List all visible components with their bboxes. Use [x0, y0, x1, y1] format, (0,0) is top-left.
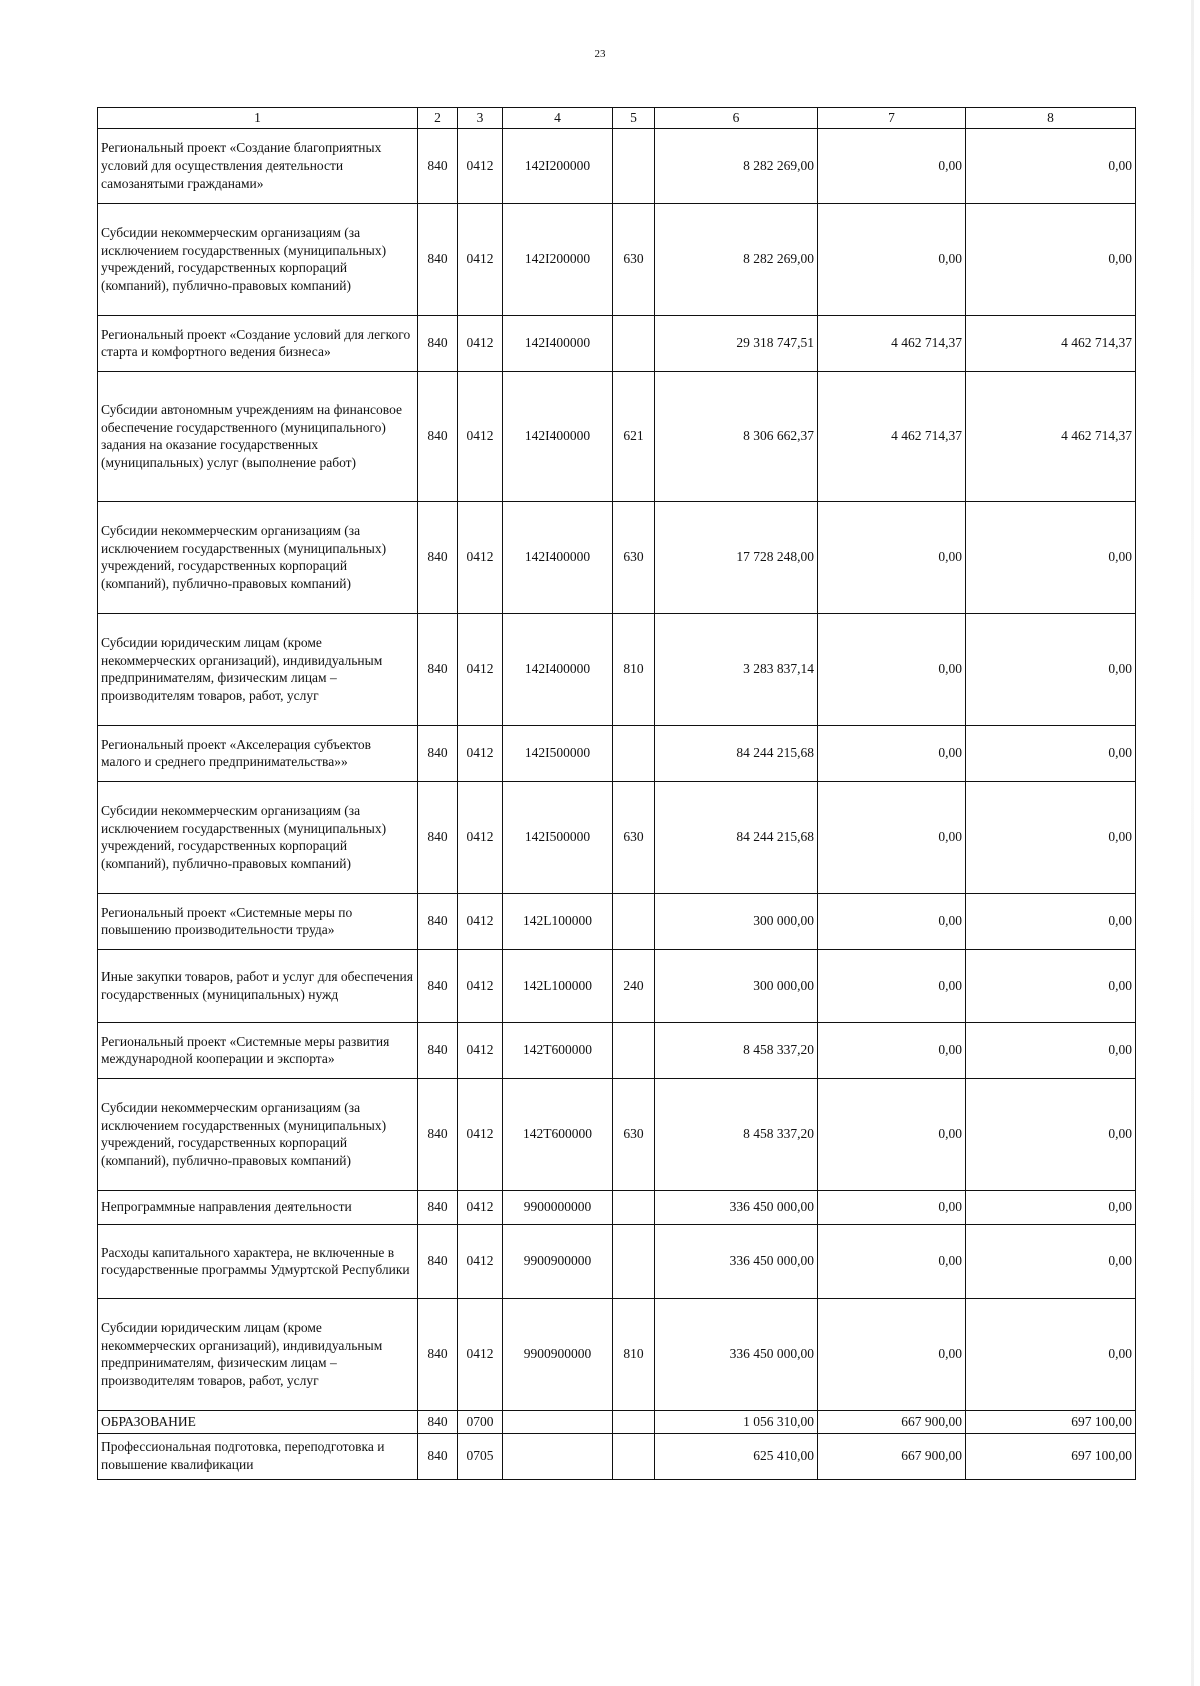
row-name: Региональный проект «Создание условий для легкого старта и комфортного ведения бизнеса» — [98, 315, 418, 371]
row-sum-1: 8 458 337,20 — [655, 1078, 818, 1190]
row-vid — [613, 1433, 655, 1479]
column-header-8: 8 — [966, 108, 1136, 129]
row-sum-3: 0,00 — [966, 893, 1136, 949]
row-name: Субсидии автономным учреждениям на финансовое обеспечение государственного (муниципального) задания на оказание государственных (муниципальных) услуг (выполнение работ) — [98, 371, 418, 501]
table-row — [98, 1298, 1136, 1410]
row-target — [503, 1410, 613, 1433]
row-sum-3: 0,00 — [966, 1022, 1136, 1078]
row-name: Региональный проект «Системные меры развития международной кооперации и экспорта» — [98, 1022, 418, 1078]
row-glava: 840 — [418, 128, 458, 203]
row-target: 142I500000 — [503, 781, 613, 893]
row-name: Региональный проект «Создание благоприятных условий для осуществления деятельности самозанятыми гражданами» — [98, 128, 418, 203]
row-target: 142I200000 — [503, 203, 613, 315]
row-sum-3: 0,00 — [966, 1190, 1136, 1224]
row-vid: 630 — [613, 781, 655, 893]
row-target: 142I400000 — [503, 315, 613, 371]
budget-table — [97, 107, 1136, 1480]
row-target — [503, 1433, 613, 1479]
row-sum-3: 0,00 — [966, 1298, 1136, 1410]
row-vid — [613, 315, 655, 371]
row-name: Региональный проект «Системные меры по повышению производительности труда» — [98, 893, 418, 949]
column-header-1: 1 — [98, 108, 418, 129]
table-row — [98, 613, 1136, 725]
row-name: Непрограммные направления деятельности — [98, 1190, 418, 1224]
table-row — [98, 1410, 1136, 1433]
row-vid: 630 — [613, 501, 655, 613]
row-razdel: 0412 — [458, 893, 503, 949]
row-razdel: 0700 — [458, 1410, 503, 1433]
page-number: 23 — [594, 48, 606, 60]
row-vid — [613, 1190, 655, 1224]
row-glava: 840 — [418, 1224, 458, 1298]
row-glava: 840 — [418, 1190, 458, 1224]
row-sum-2: 0,00 — [818, 781, 966, 893]
row-vid: 630 — [613, 1078, 655, 1190]
row-sum-3: 697 100,00 — [966, 1410, 1136, 1433]
row-name: Субсидии юридическим лицам (кроме некоммерческих организаций), индивидуальным предпринимателям, физическим лицам – производителям товаров, работ, услуг — [98, 1298, 418, 1410]
row-sum-1: 336 450 000,00 — [655, 1224, 818, 1298]
row-target: 142I400000 — [503, 501, 613, 613]
row-sum-3: 0,00 — [966, 128, 1136, 203]
row-vid — [613, 893, 655, 949]
column-header-2: 2 — [418, 108, 458, 129]
row-sum-1: 17 728 248,00 — [655, 501, 818, 613]
table-row — [98, 1433, 1136, 1479]
row-target: 142T600000 — [503, 1022, 613, 1078]
column-header-7: 7 — [818, 108, 966, 129]
column-header-4: 4 — [503, 108, 613, 129]
row-glava: 840 — [418, 1078, 458, 1190]
row-name: Субсидии некоммерческим организациям (за исключением государственных (муниципальных) учреждений, государственных корпораций (компаний), публично-правовых компаний) — [98, 501, 418, 613]
row-glava: 840 — [418, 893, 458, 949]
row-sum-3: 0,00 — [966, 1078, 1136, 1190]
row-glava: 840 — [418, 613, 458, 725]
row-sum-2: 0,00 — [818, 203, 966, 315]
row-sum-1: 3 283 837,14 — [655, 613, 818, 725]
row-sum-3: 0,00 — [966, 613, 1136, 725]
row-name: Иные закупки товаров, работ и услуг для обеспечения государственных (муниципальных) нужд — [98, 949, 418, 1022]
row-razdel: 0412 — [458, 128, 503, 203]
row-sum-2: 667 900,00 — [818, 1410, 966, 1433]
row-razdel: 0412 — [458, 781, 503, 893]
row-glava: 840 — [418, 1410, 458, 1433]
row-target: 142I400000 — [503, 613, 613, 725]
row-razdel: 0412 — [458, 203, 503, 315]
table-row — [98, 1022, 1136, 1078]
row-name: Субсидии некоммерческим организациям (за исключением государственных (муниципальных) учреждений, государственных корпораций (компаний), публично-правовых компаний) — [98, 1078, 418, 1190]
column-header-6: 6 — [655, 108, 818, 129]
row-vid: 240 — [613, 949, 655, 1022]
row-sum-3: 0,00 — [966, 203, 1136, 315]
row-sum-1: 84 244 215,68 — [655, 781, 818, 893]
row-sum-1: 8 458 337,20 — [655, 1022, 818, 1078]
row-sum-1: 8 306 662,37 — [655, 371, 818, 501]
row-sum-3: 0,00 — [966, 949, 1136, 1022]
row-sum-2: 0,00 — [818, 1022, 966, 1078]
row-razdel: 0412 — [458, 1224, 503, 1298]
row-razdel: 0412 — [458, 1078, 503, 1190]
row-razdel: 0412 — [458, 1298, 503, 1410]
row-name: Профессиональная подготовка, переподготовка и повышение квалификации — [98, 1433, 418, 1479]
row-razdel: 0412 — [458, 613, 503, 725]
table-row — [98, 1078, 1136, 1190]
row-sum-1: 625 410,00 — [655, 1433, 818, 1479]
row-sum-1: 8 282 269,00 — [655, 128, 818, 203]
table-row — [98, 1224, 1136, 1298]
row-razdel: 0412 — [458, 1190, 503, 1224]
table-row — [98, 781, 1136, 893]
row-razdel: 0412 — [458, 1022, 503, 1078]
row-target: 142I400000 — [503, 371, 613, 501]
table-row — [98, 949, 1136, 1022]
row-glava: 840 — [418, 949, 458, 1022]
row-vid — [613, 1224, 655, 1298]
row-sum-3: 0,00 — [966, 501, 1136, 613]
row-name: Субсидии некоммерческим организациям (за исключением государственных (муниципальных) учреждений, государственных корпораций (компаний), публично-правовых компаний) — [98, 203, 418, 315]
table-header-row — [98, 108, 1136, 129]
table-row — [98, 725, 1136, 781]
scan-edge-mark — [1191, 0, 1194, 1686]
row-glava: 840 — [418, 1298, 458, 1410]
row-sum-2: 0,00 — [818, 1298, 966, 1410]
row-sum-3: 0,00 — [966, 725, 1136, 781]
row-sum-1: 8 282 269,00 — [655, 203, 818, 315]
row-glava: 840 — [418, 1022, 458, 1078]
row-glava: 840 — [418, 371, 458, 501]
row-glava: 840 — [418, 315, 458, 371]
row-sum-2: 4 462 714,37 — [818, 315, 966, 371]
row-sum-3: 4 462 714,37 — [966, 371, 1136, 501]
table-row — [98, 371, 1136, 501]
row-razdel: 0412 — [458, 371, 503, 501]
row-sum-1: 29 318 747,51 — [655, 315, 818, 371]
row-sum-2: 4 462 714,37 — [818, 371, 966, 501]
row-glava: 840 — [418, 725, 458, 781]
row-target: 142I200000 — [503, 128, 613, 203]
row-sum-2: 0,00 — [818, 725, 966, 781]
column-header-5: 5 — [613, 108, 655, 129]
row-target: 9900900000 — [503, 1224, 613, 1298]
table-row — [98, 501, 1136, 613]
row-sum-2: 0,00 — [818, 1224, 966, 1298]
row-vid — [613, 725, 655, 781]
row-vid: 810 — [613, 613, 655, 725]
row-name: Расходы капитального характера, не включенные в государственные программы Удмуртской Республики — [98, 1224, 418, 1298]
table-row — [98, 203, 1136, 315]
table-row — [98, 315, 1136, 371]
row-target: 9900000000 — [503, 1190, 613, 1224]
row-sum-1: 84 244 215,68 — [655, 725, 818, 781]
table-row — [98, 893, 1136, 949]
row-sum-2: 0,00 — [818, 949, 966, 1022]
row-vid: 810 — [613, 1298, 655, 1410]
row-sum-3: 697 100,00 — [966, 1433, 1136, 1479]
row-glava: 840 — [418, 203, 458, 315]
row-sum-1: 300 000,00 — [655, 893, 818, 949]
column-header-3: 3 — [458, 108, 503, 129]
row-sum-1: 300 000,00 — [655, 949, 818, 1022]
row-target: 142L100000 — [503, 893, 613, 949]
row-razdel: 0412 — [458, 315, 503, 371]
row-sum-2: 0,00 — [818, 893, 966, 949]
row-sum-3: 0,00 — [966, 781, 1136, 893]
row-razdel: 0705 — [458, 1433, 503, 1479]
row-sum-2: 0,00 — [818, 128, 966, 203]
row-sum-1: 336 450 000,00 — [655, 1298, 818, 1410]
row-name: Субсидии некоммерческим организациям (за исключением государственных (муниципальных) учреждений, государственных корпораций (компаний), публично-правовых компаний) — [98, 781, 418, 893]
row-glava: 840 — [418, 781, 458, 893]
row-name: Субсидии юридическим лицам (кроме некоммерческих организаций), индивидуальным предпринимателям, физическим лицам – производителям товаров, работ, услуг — [98, 613, 418, 725]
row-razdel: 0412 — [458, 949, 503, 1022]
row-vid — [613, 1410, 655, 1433]
row-name: ОБРАЗОВАНИЕ — [98, 1410, 418, 1433]
row-sum-3: 0,00 — [966, 1224, 1136, 1298]
table-row — [98, 1190, 1136, 1224]
row-target: 9900900000 — [503, 1298, 613, 1410]
row-target: 142T600000 — [503, 1078, 613, 1190]
row-sum-2: 0,00 — [818, 1078, 966, 1190]
row-razdel: 0412 — [458, 501, 503, 613]
row-sum-1: 1 056 310,00 — [655, 1410, 818, 1433]
row-sum-3: 4 462 714,37 — [966, 315, 1136, 371]
row-glava: 840 — [418, 501, 458, 613]
row-sum-2: 0,00 — [818, 1190, 966, 1224]
row-sum-1: 336 450 000,00 — [655, 1190, 818, 1224]
table-row — [98, 128, 1136, 203]
row-vid: 630 — [613, 203, 655, 315]
row-glava: 840 — [418, 1433, 458, 1479]
row-name: Региональный проект «Акселерация субъектов малого и среднего предпринимательства»» — [98, 725, 418, 781]
row-razdel: 0412 — [458, 725, 503, 781]
row-sum-2: 0,00 — [818, 613, 966, 725]
row-target: 142L100000 — [503, 949, 613, 1022]
row-vid — [613, 128, 655, 203]
row-sum-2: 0,00 — [818, 501, 966, 613]
row-target: 142I500000 — [503, 725, 613, 781]
row-sum-2: 667 900,00 — [818, 1433, 966, 1479]
row-vid: 621 — [613, 371, 655, 501]
row-vid — [613, 1022, 655, 1078]
